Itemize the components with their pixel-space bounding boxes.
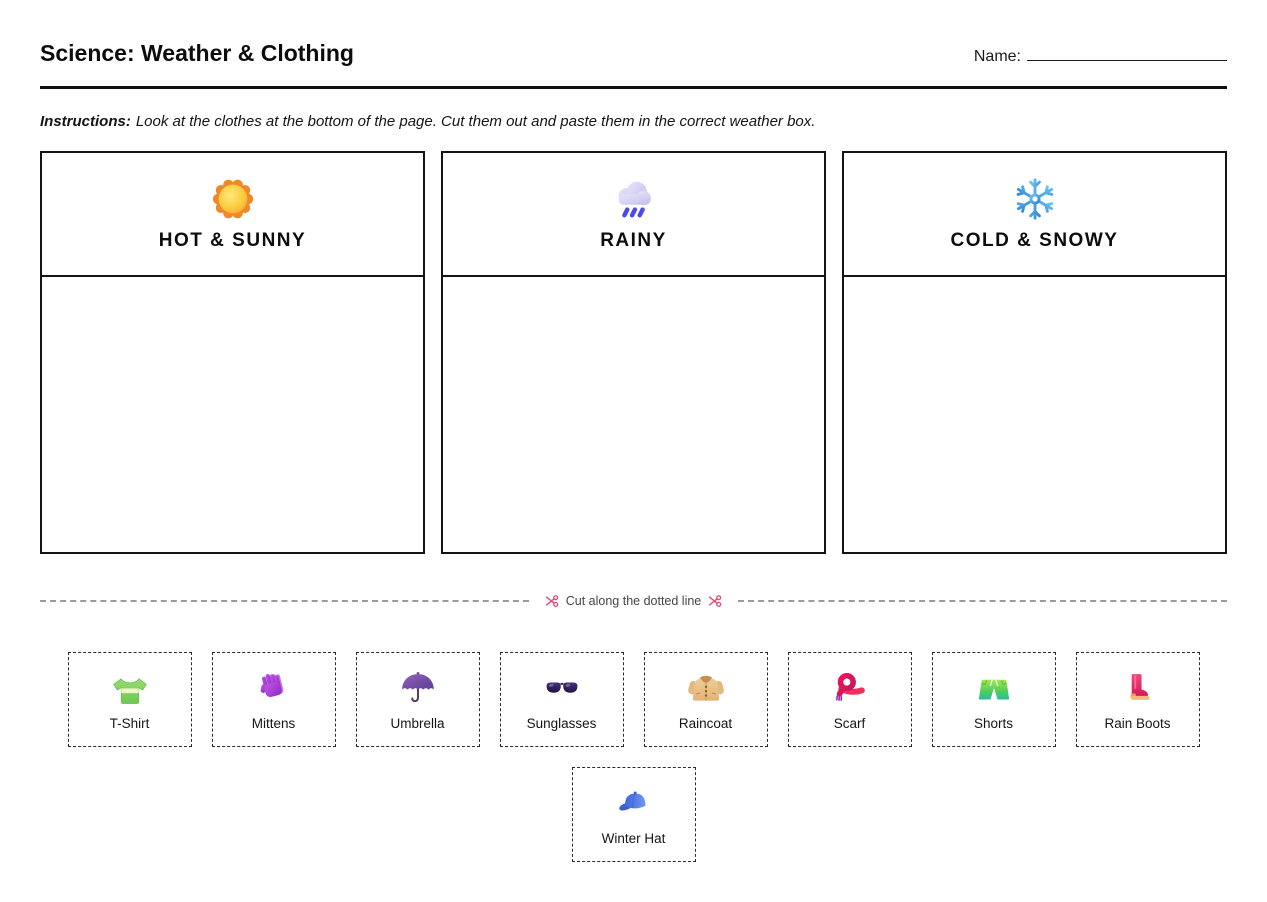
- name-write-line: [1027, 47, 1227, 61]
- weather-box-paste-area: [844, 277, 1225, 552]
- weather-box-label: COLD & SNOWY: [950, 230, 1119, 251]
- weather-box-label: RAINY: [600, 230, 667, 251]
- instructions-text: Look at the clothes at the bottom of the page. Cut them out and paste them in the correct weather box.: [135, 113, 816, 130]
- clothing-card-sunglasses: [500, 652, 624, 747]
- card-label: Scarf: [833, 715, 866, 731]
- weather-box-header: [844, 153, 1225, 277]
- weather-boxes: [40, 151, 1227, 554]
- rain-cloud-icon: [611, 176, 657, 222]
- instructions: [40, 113, 1227, 130]
- card-label: Mittens: [251, 715, 296, 731]
- card-label: Winter Hat: [601, 830, 666, 846]
- card-label: Rain Boots: [1104, 715, 1171, 731]
- card-label: Raincoat: [678, 715, 733, 731]
- weather-box-paste-area: [42, 277, 423, 552]
- instructions-label: Instructions:: [40, 113, 131, 130]
- worksheet-header: [0, 0, 1267, 67]
- raincoat-icon: [687, 669, 725, 707]
- snowflake-icon: [1012, 176, 1058, 222]
- mittens-icon: [255, 669, 293, 707]
- umbrella-icon: [399, 669, 437, 707]
- scarf-icon: [831, 669, 869, 707]
- weather-box-label: HOT & SUNNY: [158, 230, 307, 251]
- cut-dash-right: [738, 600, 1227, 602]
- clothing-card-rain-boots: [1076, 652, 1200, 747]
- clothing-card-raincoat: [644, 652, 768, 747]
- sunglasses-icon: [543, 669, 581, 707]
- sun-icon: [210, 176, 256, 222]
- cut-dash-left: [40, 600, 529, 602]
- clothing-card-mittens: [212, 652, 336, 747]
- name-field: [974, 47, 1227, 66]
- page-title: Science: Weather & Clothing: [40, 40, 354, 66]
- weather-box-hot-sunny: [40, 151, 425, 554]
- name-label: Name:: [973, 48, 1021, 65]
- clothing-card-shorts: [932, 652, 1056, 747]
- weather-box-header: [42, 153, 423, 277]
- clothing-card-scarf: [788, 652, 912, 747]
- card-label: Umbrella: [390, 715, 445, 731]
- card-label: Shorts: [973, 715, 1014, 731]
- t-shirt-icon: [111, 669, 149, 707]
- clothing-cards-row-2: [0, 767, 1267, 862]
- clothing-card-t-shirt: [68, 652, 192, 747]
- scissors-icon: [545, 594, 559, 608]
- clothing-card-umbrella: [356, 652, 480, 747]
- cut-line-label: [545, 594, 723, 608]
- cut-line: [40, 594, 1227, 608]
- weather-box-header: [443, 153, 824, 277]
- cut-line-text: Cut along the dotted line: [565, 594, 702, 608]
- clothing-cards-row-1: [0, 652, 1267, 747]
- card-label: Sunglasses: [526, 715, 597, 731]
- weather-box-cold-snowy: [842, 151, 1227, 554]
- card-label: T-Shirt: [109, 715, 150, 731]
- cap-icon: [615, 784, 653, 822]
- rain-boots-icon: [1119, 669, 1157, 707]
- shorts-icon: [975, 669, 1013, 707]
- weather-box-paste-area: [443, 277, 824, 552]
- scissors-icon: [708, 594, 722, 608]
- header-divider: [40, 86, 1227, 89]
- weather-box-rainy: [441, 151, 826, 554]
- clothing-card-winter-hat: [572, 767, 696, 862]
